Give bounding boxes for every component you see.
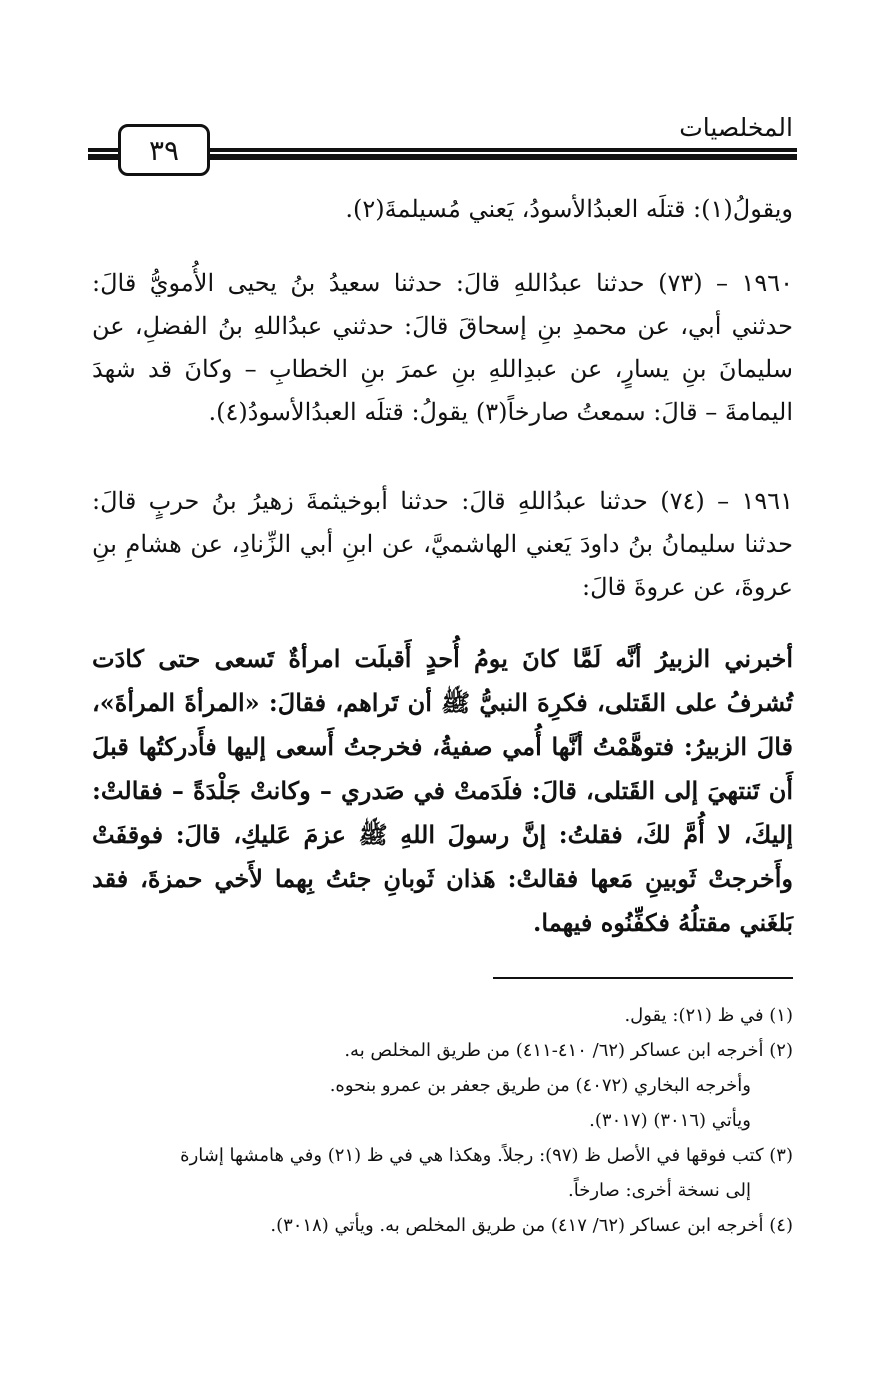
paragraph-text: أخبرني الزبيرُ أنَّه لَمَّا كانَ يومُ أُحدٍ أَقبلَت امرأةٌ تَسعى حتى كادَت تُشرفُ على القَتلى، فكرِهَ النبيُّ ﷺ أن تَراهم، فقالَ: «المرأةَ المرأةَ»، قالَ الزبيرُ: فتوهَّمْتُ أنَّها أُمي صفيةُ، فخرجتُ أَسعى إليها فأَدركتُها قبلَ أَن تَنتهيَ إلى القَتلى، قالَ: فلَدَمتْ في صَدري – وكانتْ جَلْدَةً – فقالتْ: إليكَ، لا أُمَّ لكَ، فقلتُ: إنَّ رسولَ اللهِ ﷺ عزمَ عَليكِ، قالَ: فوقفَتْ وأَخرجتْ ثَوبينِ مَعها فقالتْ: هَذان ثَوبانِ جئتُ بِهما لأَخي حمزةَ، فقد بَلغَني مقتلُهُ فكفِّنُوه فيهما. <box>92 644 793 937</box>
footnotes <box>92 998 793 1243</box>
paragraph-text: ويقولُ(١): قتلَه العبدُالأسودُ، يَعني مُسيلمةَ(٢). <box>345 195 793 223</box>
footnote-line: وأخرجه البخاري (٤٠٧٢) من طريق جعفر بن عمرو بنحوه. <box>329 1075 751 1096</box>
footnote-line: (٢) أخرجه ابن عساكر (٦٢/ ٤١٠-٤١١) من طريق المخلص به. <box>344 1040 793 1061</box>
footnote-line: إلى نسخة أخرى: صارخاً. <box>568 1180 751 1201</box>
page-number: ٣٩ <box>148 133 180 167</box>
footnote-line: (١) في ظ (٢١): يقول. <box>624 1005 793 1026</box>
running-header-title: المخلصيات <box>679 113 793 142</box>
paragraph-continuation <box>92 188 793 231</box>
footnote-line: (٣) كتب فوقها في الأصل ظ (٩٧): رجلاً. وهكذا هي في ظ (٢١) وفي هامشها إشارة <box>180 1145 793 1166</box>
footnote-line: (٤) أخرجه ابن عساكر (٦٢/ ٤١٧) من طريق المخلص به. ويأتي (٣٠١٨). <box>270 1215 793 1236</box>
paragraph-text: ١٩٦١ – (٧٤) حدثنا عبدُاللهِ قالَ: حدثنا أبوخيثمةَ زهيرُ بنُ حربٍ قالَ: حدثنا سليمانُ بنُ داودَ يَعني الهاشميَّ، عن ابنِ أبي الزِّنادِ، عن هشامِ بنِ عروةَ، عن عروةَ قالَ: <box>92 487 794 601</box>
footnote-line: ويأتي (٣٠١٦) (٣٠١٧). <box>589 1110 751 1131</box>
hadith-1960 <box>92 262 793 434</box>
hadith-1961-isnad <box>92 480 793 609</box>
paragraph-text: ١٩٦٠ – (٧٣) حدثنا عبدُاللهِ قالَ: حدثنا سعيدُ بنُ يحيى الأُمويُّ قالَ: حدثني أبي، عن محمدِ بنِ إسحاقَ قالَ: حدثني عبدُاللهِ بنُ الفضلِ، عن سليمانَ بنِ يسارٍ، عن عبدِاللهِ بنِ عمرَ بنِ الخطابِ – وكانَ قد شهدَ اليمامةَ – قالَ: سمعتُ صارخاً(٣) يقولُ: قتلَه العبدُالأسودُ(٤). <box>92 269 794 426</box>
page-number-box <box>118 124 210 176</box>
footnote-separator <box>493 977 793 979</box>
hadith-1961-matn <box>92 637 793 945</box>
